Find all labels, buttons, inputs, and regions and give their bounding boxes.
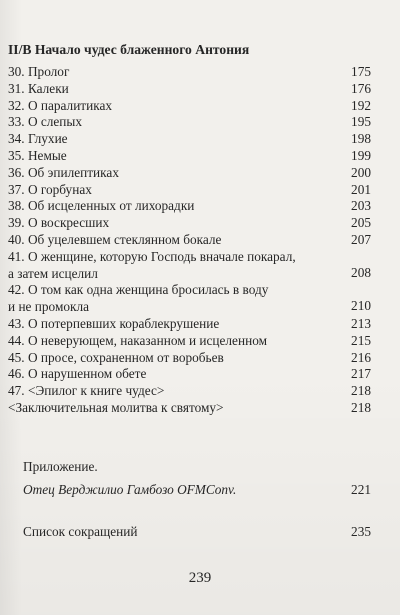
toc-entry (8, 114, 380, 131)
toc-entry-title: 47. <Эпилог к книге чудес> (8, 383, 165, 399)
page-number: 239 (188, 570, 212, 586)
toc-entry-title: 45. О просе, сохраненном от воробьев (8, 349, 224, 365)
toc-entry (8, 316, 380, 333)
toc-entry-title: 37. О горбунах (8, 181, 92, 197)
toc-entry (8, 81, 380, 98)
toc-entry-title: 42. О том как одна женщина бросилась в воду (8, 282, 269, 298)
toc-entry-page: 200 (351, 164, 371, 180)
toc-entry-title: <Заключительная молитва к святому> (8, 399, 224, 415)
toc-entry-page: 218 (351, 383, 371, 399)
toc-entry (8, 64, 380, 81)
toc-entry-page: 218 (351, 399, 371, 415)
toc-entry (8, 400, 380, 417)
toc-entry (8, 198, 380, 215)
toc-entry-page: 217 (351, 366, 371, 382)
toc-entry-page: 176 (351, 80, 371, 96)
toc-entry-page: 207 (351, 231, 371, 247)
toc-entry-title: 36. Об эпилептиках (8, 164, 119, 180)
toc-list (8, 64, 380, 417)
toc-entry-page: 216 (351, 349, 371, 365)
toc-entry (8, 232, 380, 249)
toc-entry-page: 203 (351, 198, 371, 214)
toc-entry (8, 182, 380, 199)
toc-entry-title: 46. О нарушенном обете (8, 366, 147, 382)
toc-entry-page: 205 (351, 215, 371, 231)
toc-entry (8, 215, 380, 232)
toc-entry (8, 350, 380, 367)
toc-entry-title: 43. О потерпевших кораблекрушение (8, 315, 220, 331)
toc-entry-page: 198 (351, 131, 371, 147)
toc-entry (8, 165, 380, 182)
toc-entry-page: 195 (351, 114, 371, 130)
toc-entry-title: 40. Об уцелевшем стеклянном бокале (8, 231, 222, 247)
toc-entry (8, 131, 380, 148)
toc-entry-page: 210 (351, 298, 371, 314)
abbreviations-page: 235 (351, 524, 371, 539)
toc-entry-page: 199 (351, 147, 371, 163)
appendix-entry-page: 221 (351, 482, 371, 497)
toc-entry (8, 333, 380, 350)
toc-entry-title: 44. О неверующем, наказанном и исцеленном (8, 332, 268, 348)
toc-entry-page: 175 (351, 64, 371, 79)
toc-entry-page: 213 (351, 315, 371, 331)
toc-entry-title: 38. Об исцеленных от лихорадки (8, 198, 195, 214)
section-heading: II/B Начало чудес блаженного Антония (8, 42, 250, 57)
toc-entry-page: 201 (351, 181, 371, 197)
toc-entry (8, 98, 380, 115)
toc-entry-title: 31. Калеки (8, 80, 69, 96)
toc-entry-title: 39. О воскресших (8, 215, 110, 231)
toc-entry (8, 383, 380, 400)
toc-entry-page: 192 (351, 97, 371, 113)
toc-entry-page: 208 (351, 264, 371, 280)
toc-entry (8, 148, 380, 165)
toc-entry-title-continued: а затем исцелил (8, 265, 98, 281)
toc-entry-title: 30. Пролог (8, 64, 70, 79)
toc-entry (8, 282, 380, 316)
toc-entry-title: 41. О женщине, которую Господь вначале покарал, (8, 248, 296, 264)
toc-entry (8, 366, 380, 383)
toc-entry (8, 249, 380, 283)
toc-entry-title-continued: и не промокла (8, 299, 90, 315)
toc-entry-title: 35. Немые (8, 147, 67, 163)
appendix-label: Приложение. (23, 459, 98, 474)
toc-entry-title: 33. О слепых (8, 114, 83, 130)
appendix-entry (23, 482, 371, 498)
toc-entry-title: 34. Глухие (8, 131, 68, 147)
appendix-entry-title: Отец Верджилио Гамбозо OFMConv. (23, 482, 237, 497)
toc-entry-title: 32. О паралитиках (8, 97, 113, 113)
toc-entry-page: 215 (351, 332, 371, 348)
abbreviations-entry (23, 524, 371, 540)
abbreviations-title: Список сокращений (23, 524, 138, 539)
